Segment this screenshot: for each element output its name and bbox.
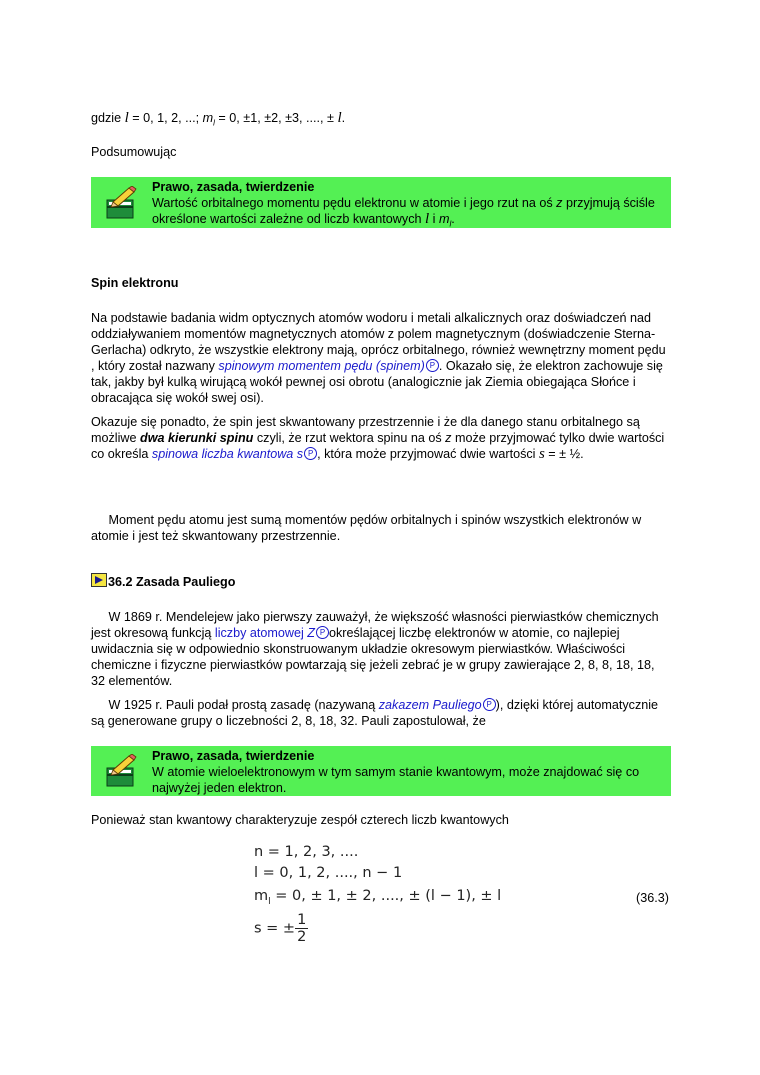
law-box-2-heading: Prawo, zasada, twierdzenie <box>152 749 315 763</box>
popup-icon[interactable]: P <box>483 698 496 711</box>
section-arrow-icon[interactable] <box>91 573 107 587</box>
m-values: = 0, ±1, ±2, ±3, ...., ± <box>214 111 338 125</box>
pencil-notebook-icon <box>105 754 137 788</box>
popup-icon[interactable]: P <box>316 626 329 639</box>
paragraph-1869: W 1869 r. Mendelejew jako pierwszy zauważył, że większość własności pierwiastków chemicznych jest okresową funkcją liczby atomowej Z P określającej liczbę elektronów w atomie, co najlepiej uwidacznia się w odpowiednio skonstruowanym układzie okresowym pierwiastków. Właściwości chemiczne i fizyczne pierwiastków powtarzają się jeżeli zebrać je w grupy zawierające 2, 8, 8, 18, 18, 32 elementów. <box>91 610 663 688</box>
formula-s-line: s = ± $\frac{1}{2}$ <box>254 912 307 945</box>
pencil-notebook-icon <box>105 186 137 220</box>
link-atomic-number[interactable]: liczby atomowej <box>214 626 308 640</box>
link-spin-quantum-number[interactable]: spinowa liczba kwantowa s <box>151 447 304 461</box>
text-gdzie: gdzie <box>91 111 125 125</box>
quantum-number-line <box>91 110 671 132</box>
formula-m-line: $m_l = 0$, ± 1, ± 2, ...., ± (l − 1), ± l <box>254 888 502 907</box>
paragraph-spin: Na podstawie badania widm optycznych atomów wodoru i metali alkalicznych oraz doświadczeń nad oddziaływaniem momentów magnetycznych atomów z polem magnetycznym (doświadczenie Sterna-Gerlacha) odkryto, że wszystkie elektrony mają, oprócz orbitalnego, również wewnętrzny moment pędu , który został nazwany spinowym momentem pędu (spinem) P . Okazało się, że elektron zachowuje się tak, jakby był kulką wirującą wokół pewnej osi obrotu (analogicznie jak Ziemia obiegająca Słońce i obracająca się wokół swej osi). <box>91 311 666 405</box>
link-pauli-exclusion[interactable]: zakazem Pauliego <box>378 698 482 712</box>
paragraph-quantization: Okazuje się ponadto, że spin jest skwantowany przestrzennie i że dla danego stanu orbitalnego są możliwe dwa kierunki spinu czyli, że rzut wektora spinu na oś z może przyjmować tylko dwie wartości co określa spinowa liczba kwantowa s P , która może przyjmować dwie wartości s = ± ½. <box>91 415 665 462</box>
section-heading-pauli: 36.2 Zasada Pauliego <box>108 575 236 589</box>
equation-number: (36.3) <box>636 891 669 905</box>
law-box-2-text: W atomie wieloelektronowym w tym samym stanie kwantowym, może znajdować się co najwyżej jeden elektron. <box>152 765 640 795</box>
symbol-m: m <box>202 111 214 125</box>
law-box-1-text: Wartość orbitalnego momentu pędu elektronu w atomie i jego rzut na oś z przyjmują ściśle określone wartości zależne od liczb kwantowych l i $m_l$. <box>152 196 655 229</box>
law-box-1-heading: Prawo, zasada, twierdzenie <box>152 180 315 194</box>
law-box-1 <box>91 177 671 228</box>
popup-icon[interactable]: P <box>304 447 317 460</box>
formula-l-line: l = 0, 1, 2, ...., n − 1 <box>254 865 403 881</box>
formula-n-line: n = 1, 2, 3, .... <box>254 844 359 860</box>
paragraph-atom-moment: Moment pędu atomu jest sumą momentów pędów orbitalnych i spinów wszystkich elektronów w atomie i jest też skwantowany przestrzennie. <box>91 513 645 543</box>
symbol-m-sub: l <box>213 118 215 128</box>
paragraph-1925: W 1925 r. Pauli podał prostą zasadę (nazywaną zakazem Pauliego P ), dzięki której automatycznie są generowane grupy o liczebności 2, 8, 18, 32. Pauli zapostulował, że <box>91 698 662 728</box>
symbol-l-end: l <box>337 110 342 126</box>
paragraph-poniewaz: Ponieważ stan kwantowy charakteryzuje zespół czterech liczb kwantowych <box>91 813 509 827</box>
symbol-l: l <box>124 110 129 126</box>
law-box-2 <box>91 746 671 796</box>
l-values: = 0, 1, 2, ...; <box>128 111 203 125</box>
dot: . <box>341 111 346 125</box>
podsumowujac-text: Podsumowując <box>91 145 177 159</box>
spin-heading: Spin elektronu <box>91 276 179 290</box>
link-spin-moment[interactable]: spinowym momentem pędu (spinem) <box>218 359 425 373</box>
popup-icon[interactable]: P <box>426 359 439 372</box>
link-z[interactable]: Z <box>307 626 315 640</box>
